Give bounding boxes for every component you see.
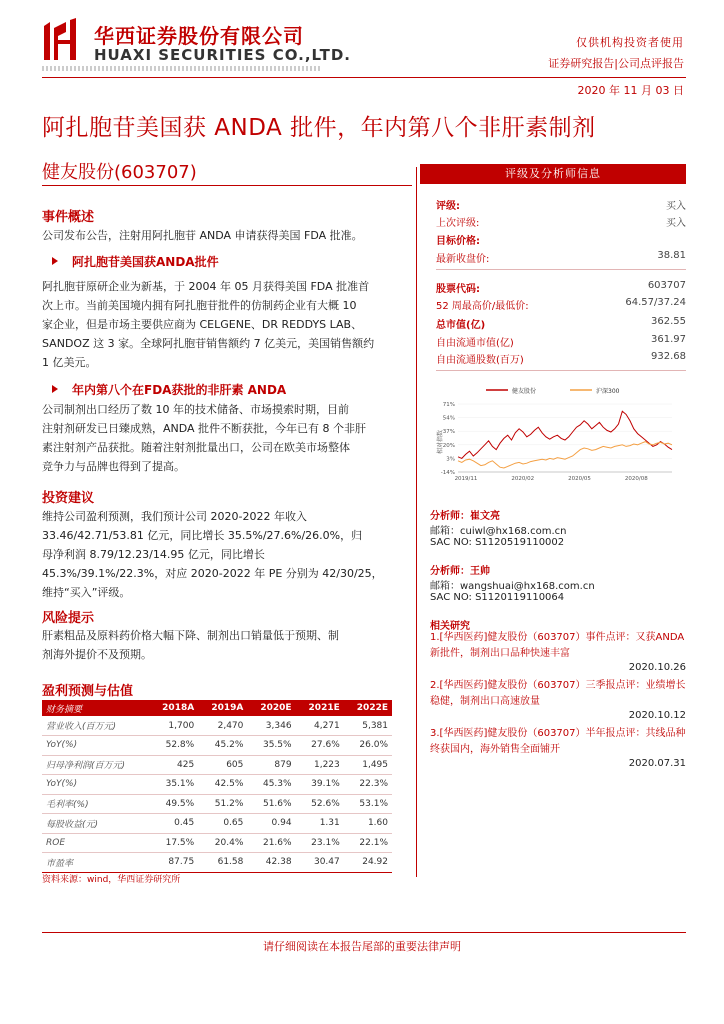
triangle-bullet-icon: [52, 385, 58, 393]
related-item-3[interactable]: 3.[华西医药]健友股份（603707）半年报点评：共线品种终获国内，海外销售全面铺开: [430, 728, 686, 755]
chart-ylabel: 相对指数: [437, 429, 444, 455]
related-item-3-date: 2020.07.31: [628, 758, 686, 769]
table-cell: 22.1%: [344, 833, 392, 853]
triangle-bullet-icon: [52, 257, 58, 265]
rating-row-label: 自由流通股数(百万): [436, 355, 524, 366]
table-cell: 0.65: [198, 814, 247, 834]
rating-row: [436, 232, 686, 248]
table-cell: 1.31: [296, 814, 344, 834]
table-cell: 52.8%: [149, 736, 198, 756]
table-cell: 1,700: [149, 716, 198, 736]
forecast-table: [42, 700, 392, 873]
rating-row-label: 评级:: [436, 201, 460, 212]
rating-row: [436, 197, 686, 213]
analyst1-label: 分析师：崔文亮: [430, 511, 500, 522]
rating-row: [436, 334, 686, 350]
table-cell: 35.5%: [247, 736, 295, 756]
table-cell: 45.3%: [247, 775, 295, 795]
table-row: [42, 736, 392, 756]
table-cell: 1.60: [344, 814, 392, 834]
table-source: 资料来源：wind，华西证券研究所: [42, 875, 181, 885]
analyst1-email[interactable]: 邮箱：cuiwl@hx168.com.cn: [430, 526, 567, 537]
report-date: 2020 年 11 月 03 日: [577, 84, 684, 97]
table-row: [42, 794, 392, 814]
table-cell: 21.6%: [247, 833, 295, 853]
subheading-azacitidine: 阿扎胞苷美国获ANDA批件: [52, 253, 219, 270]
logo-dotted-rule: [42, 66, 322, 71]
company-name-cn: 华西证券股份有限公司: [94, 24, 304, 48]
table-cell: 35.1%: [149, 775, 198, 795]
table-row-label: 毛利率(%): [42, 794, 149, 814]
rating-row: [436, 351, 686, 367]
table-row: [42, 775, 392, 795]
analyst2-sac: SAC NO: S1120119110064: [430, 592, 565, 603]
rating-row: [436, 297, 686, 313]
table-row: [42, 853, 392, 873]
table-header-cell: 2022E: [344, 700, 392, 716]
table-row-label: 每股收益(元): [42, 814, 149, 834]
table-header-cell: 2021E: [296, 700, 344, 716]
header-rule: [42, 77, 686, 78]
analyst2-label: 分析师：王帅: [430, 566, 490, 577]
rating-row-label: 自由流通市值(亿): [436, 338, 514, 349]
table-cell: 3,346: [247, 716, 295, 736]
footer-rule: [42, 932, 686, 933]
rating-panel-heading: 评级及分析师信息: [420, 164, 686, 184]
table-header-cell: 2019A: [198, 700, 247, 716]
chart-ytick-label: 37%: [442, 429, 455, 436]
related-item-2-date: 2020.10.12: [628, 710, 686, 721]
chart-xtick-label: 2020/05: [568, 476, 591, 482]
table-cell: 23.1%: [296, 833, 344, 853]
rating-row-value: 38.81: [657, 250, 686, 261]
table-row-label: YoY(%): [42, 775, 149, 795]
table-cell: 1,223: [296, 755, 344, 775]
table-cell: 879: [247, 755, 295, 775]
anda-paragraph: 公司制剂出口经历了数 10 年的技术储备、市场摸索时期，目前 注射剂研发已日臻成熟，ANDA 批件不断获批，今年已有 8 个非肝 素注射剂产品获批。随着注射剂批量出口，公司在欧美市场整体 竞争力与品牌也得到了提高。: [42, 403, 367, 473]
legend-label-jianyou: 健友股份: [512, 388, 537, 395]
advice-heading: 投资建议: [42, 491, 95, 506]
table-row: [42, 814, 392, 834]
table-header-row: [42, 700, 392, 716]
forecast-table-title: 盈利预测与估值: [42, 684, 134, 699]
rating-row-value: 买入: [666, 218, 686, 229]
relative-index-chart: [420, 384, 686, 486]
table-row-label: ROE: [42, 833, 149, 853]
table-cell: 4,271: [296, 716, 344, 736]
rating-row-label: 最新收盘价:: [436, 254, 490, 265]
table-cell: 30.47: [296, 853, 344, 873]
report-title: 阿扎胞苷美国获 ANDA 批件，年内第八个非肝素制剂: [42, 115, 596, 141]
table-cell: 53.1%: [344, 794, 392, 814]
table-cell: 425: [149, 755, 198, 775]
column-divider: [416, 167, 417, 877]
table-row-label: YoY(%): [42, 736, 149, 756]
chart-ytick-label: 54%: [442, 415, 455, 422]
table-row: [42, 833, 392, 853]
table-cell: 27.6%: [296, 736, 344, 756]
advice-paragraph: 维持公司盈利预测，我们预计公司 2020-2022 年收入 33.46/42.71/53.81 亿元，同比增长 35.5%/27.6%/26.0%，归 母净利润 8.79/12.23/14.95 亿元，同比增长 45.3%/39.1%/22.3%，对应 2020-2022 年 PE 分别为 42/30/25， 维持“买入”评级。: [42, 510, 383, 599]
chart-ytick-label: 20%: [442, 442, 455, 449]
table-cell: 42.5%: [198, 775, 247, 795]
table-cell: 52.6%: [296, 794, 344, 814]
rating-row: [436, 316, 686, 332]
investor-tag: 仅供机构投资者使用: [576, 36, 684, 49]
huaxi-logo: [42, 18, 82, 62]
rating-row: [436, 280, 686, 296]
rating-row-value: 932.68: [651, 351, 686, 362]
legal-notice-footer[interactable]: 请仔细阅读在本报告尾部的重要法律声明: [263, 940, 461, 953]
analyst1-sac: SAC NO: S1120519110002: [430, 537, 565, 548]
table-cell: 0.45: [149, 814, 198, 834]
chart-ytick-label: -14%: [440, 470, 455, 476]
table-cell: 51.6%: [247, 794, 295, 814]
rating-row-value: 买入: [666, 201, 686, 212]
risk-heading: 风险提示: [42, 611, 95, 626]
rating-row: [436, 250, 686, 266]
rating-row-label: 总市值(亿): [436, 320, 486, 331]
legend-label-hs300: 沪深300: [596, 388, 620, 395]
company-name-en: HUAXI SECURITIES CO.,LTD.: [94, 46, 351, 64]
table-cell: 42.38: [247, 853, 295, 873]
chart-ytick-label: 71%: [442, 402, 455, 408]
table-cell: 2,470: [198, 716, 247, 736]
report-type-tag: 证券研究报告|公司点评报告: [548, 57, 684, 70]
related-item-1-date: 2020.10.26: [628, 662, 686, 673]
chart-background: [420, 384, 686, 486]
table-header-cell: 财务摘要: [42, 700, 149, 716]
chart-xtick-label: 2019/11: [454, 476, 478, 482]
table-cell: 20.4%: [198, 833, 247, 853]
event-text: 公司发布公告，注射用阿扎胞苷 ANDA 申请获得美国 FDA 批准。: [42, 229, 363, 242]
stock-name: 健友股份(603707): [42, 162, 197, 183]
table-cell: 24.92: [344, 853, 392, 873]
table-cell: 605: [198, 755, 247, 775]
table-cell: 61.58: [198, 853, 247, 873]
table-row: [42, 716, 392, 736]
event-heading: 事件概述: [42, 210, 95, 225]
panel-divider: [436, 269, 686, 270]
table-cell: 17.5%: [149, 833, 198, 853]
chart-xtick-label: 2020/02: [511, 476, 535, 482]
table-cell: 51.2%: [198, 794, 247, 814]
rating-row-value: 603707: [647, 280, 686, 291]
rating-row-label: 股票代码:: [436, 284, 480, 295]
title-rule: [42, 185, 412, 186]
table-cell: 45.2%: [198, 736, 247, 756]
risk-paragraph: 肝素粗品及原料药价格大幅下降、制剂出口销量低于预期、制 剂海外提价不及预期。: [42, 629, 339, 661]
panel-divider: [436, 370, 686, 371]
rating-row-label: 上次评级:: [436, 218, 480, 229]
table-cell: 39.1%: [296, 775, 344, 795]
table-header-cell: 2018A: [149, 700, 198, 716]
azacitidine-paragraph: 阿扎胞苷原研企业为新基，于 2004 年 05 月获得美国 FDA 批准首 次上市。当前美国境内拥有阿扎胞苷批件的仿制药企业有大概 10 家企业，但是市场主要供应商为 CELGENE、DR REDDYS LAB、 SANDOZ 这 3 家。全球阿扎胞苷销售额约 7 亿美元，美国销售额约 1 亿美元。: [42, 280, 375, 369]
table-cell: 22.3%: [344, 775, 392, 795]
table-cell: 5,381: [344, 716, 392, 736]
related-research-heading: 相关研究: [430, 621, 470, 632]
rating-row-value: 362.55: [651, 316, 686, 327]
related-item-2[interactable]: 2.[华西医药]健友股份（603707）三季报点评：业绩增长稳健，制剂出口高速放量: [430, 680, 686, 707]
rating-row-value: 361.97: [651, 334, 686, 345]
rating-row-label: 目标价格:: [436, 236, 480, 247]
chart-ytick-label: 3%: [446, 456, 455, 463]
rating-row-value: 64.57/37.24: [625, 297, 686, 308]
analyst2-email[interactable]: 邮箱：wangshuai@hx168.com.cn: [430, 581, 595, 592]
table-row-label: 营业收入(百万元): [42, 716, 149, 736]
table-cell: 1,495: [344, 755, 392, 775]
rating-row: [436, 214, 686, 230]
subheading-eighth-anda: 年内第八个在FDA获批的非肝素 ANDA: [52, 381, 286, 398]
rating-row-label: 52 周最高价/最低价:: [436, 301, 529, 312]
table-cell: 26.0%: [344, 736, 392, 756]
table-cell: 49.5%: [149, 794, 198, 814]
table-cell: 87.75: [149, 853, 198, 873]
table-row-label: 市盈率: [42, 853, 149, 873]
table-header-cell: 2020E: [247, 700, 295, 716]
table-cell: 0.94: [247, 814, 295, 834]
table-row-label: 归母净利润(百万元): [42, 755, 149, 775]
table-row: [42, 755, 392, 775]
related-item-1[interactable]: 1.[华西医药]健友股份（603707）事件点评：又获ANDA新批件，制剂出口品种快速丰富: [430, 632, 685, 659]
chart-xtick-label: 2020/08: [624, 476, 648, 482]
